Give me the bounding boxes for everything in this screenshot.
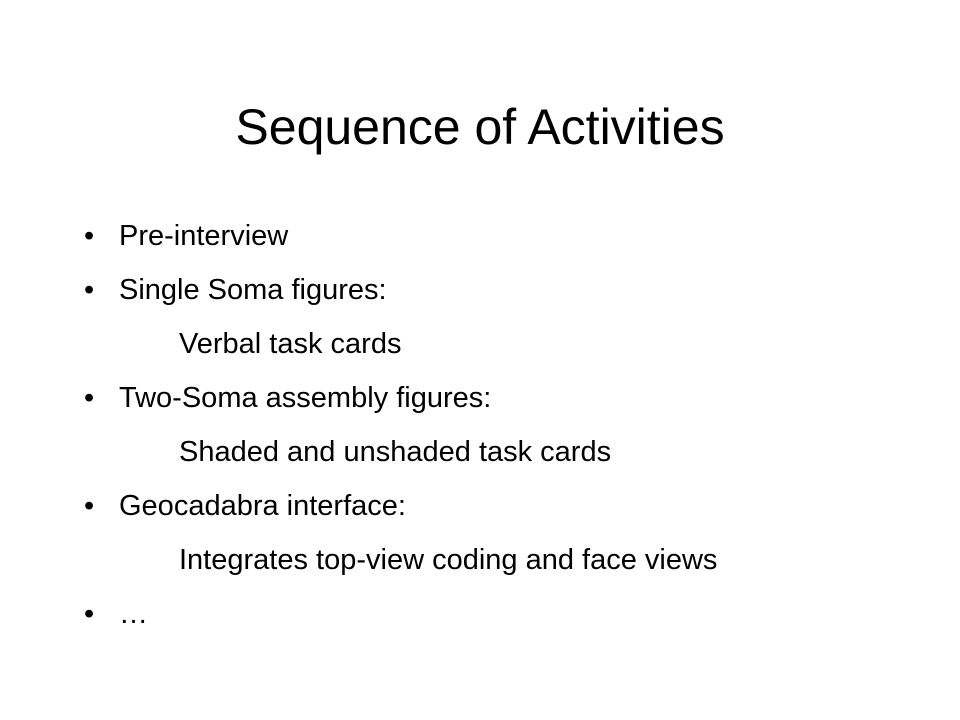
bullet-icon: •	[84, 598, 95, 630]
list-sub-item-text: Shaded and unshaded task cards	[179, 436, 612, 468]
list-item-text: Two-Soma assembly figures:	[119, 382, 492, 414]
list-sub-item-text: Integrates top-view coding and face views	[179, 544, 718, 576]
bullet-icon: •	[84, 274, 95, 306]
slide-title: Sequence of Activities	[235, 99, 725, 155]
list-item	[0, 479, 960, 533]
list-item-text: Single Soma figures:	[119, 274, 387, 306]
list-item	[0, 209, 960, 263]
list-item	[0, 371, 960, 425]
list-sub-item	[0, 533, 960, 587]
list-sub-item	[0, 425, 960, 479]
list-item-text: Pre-interview	[119, 220, 289, 252]
bullet-icon: •	[84, 220, 95, 252]
list-item	[0, 263, 960, 317]
list-sub-item-text: Verbal task cards	[179, 328, 402, 360]
bullet-icon: •	[84, 490, 95, 522]
list-item-text: Geocadabra interface:	[119, 490, 406, 522]
list-sub-item	[0, 317, 960, 371]
bullet-list	[0, 209, 960, 641]
bullet-icon: •	[84, 382, 95, 414]
list-item	[0, 587, 960, 641]
list-item-text: …	[119, 598, 148, 630]
